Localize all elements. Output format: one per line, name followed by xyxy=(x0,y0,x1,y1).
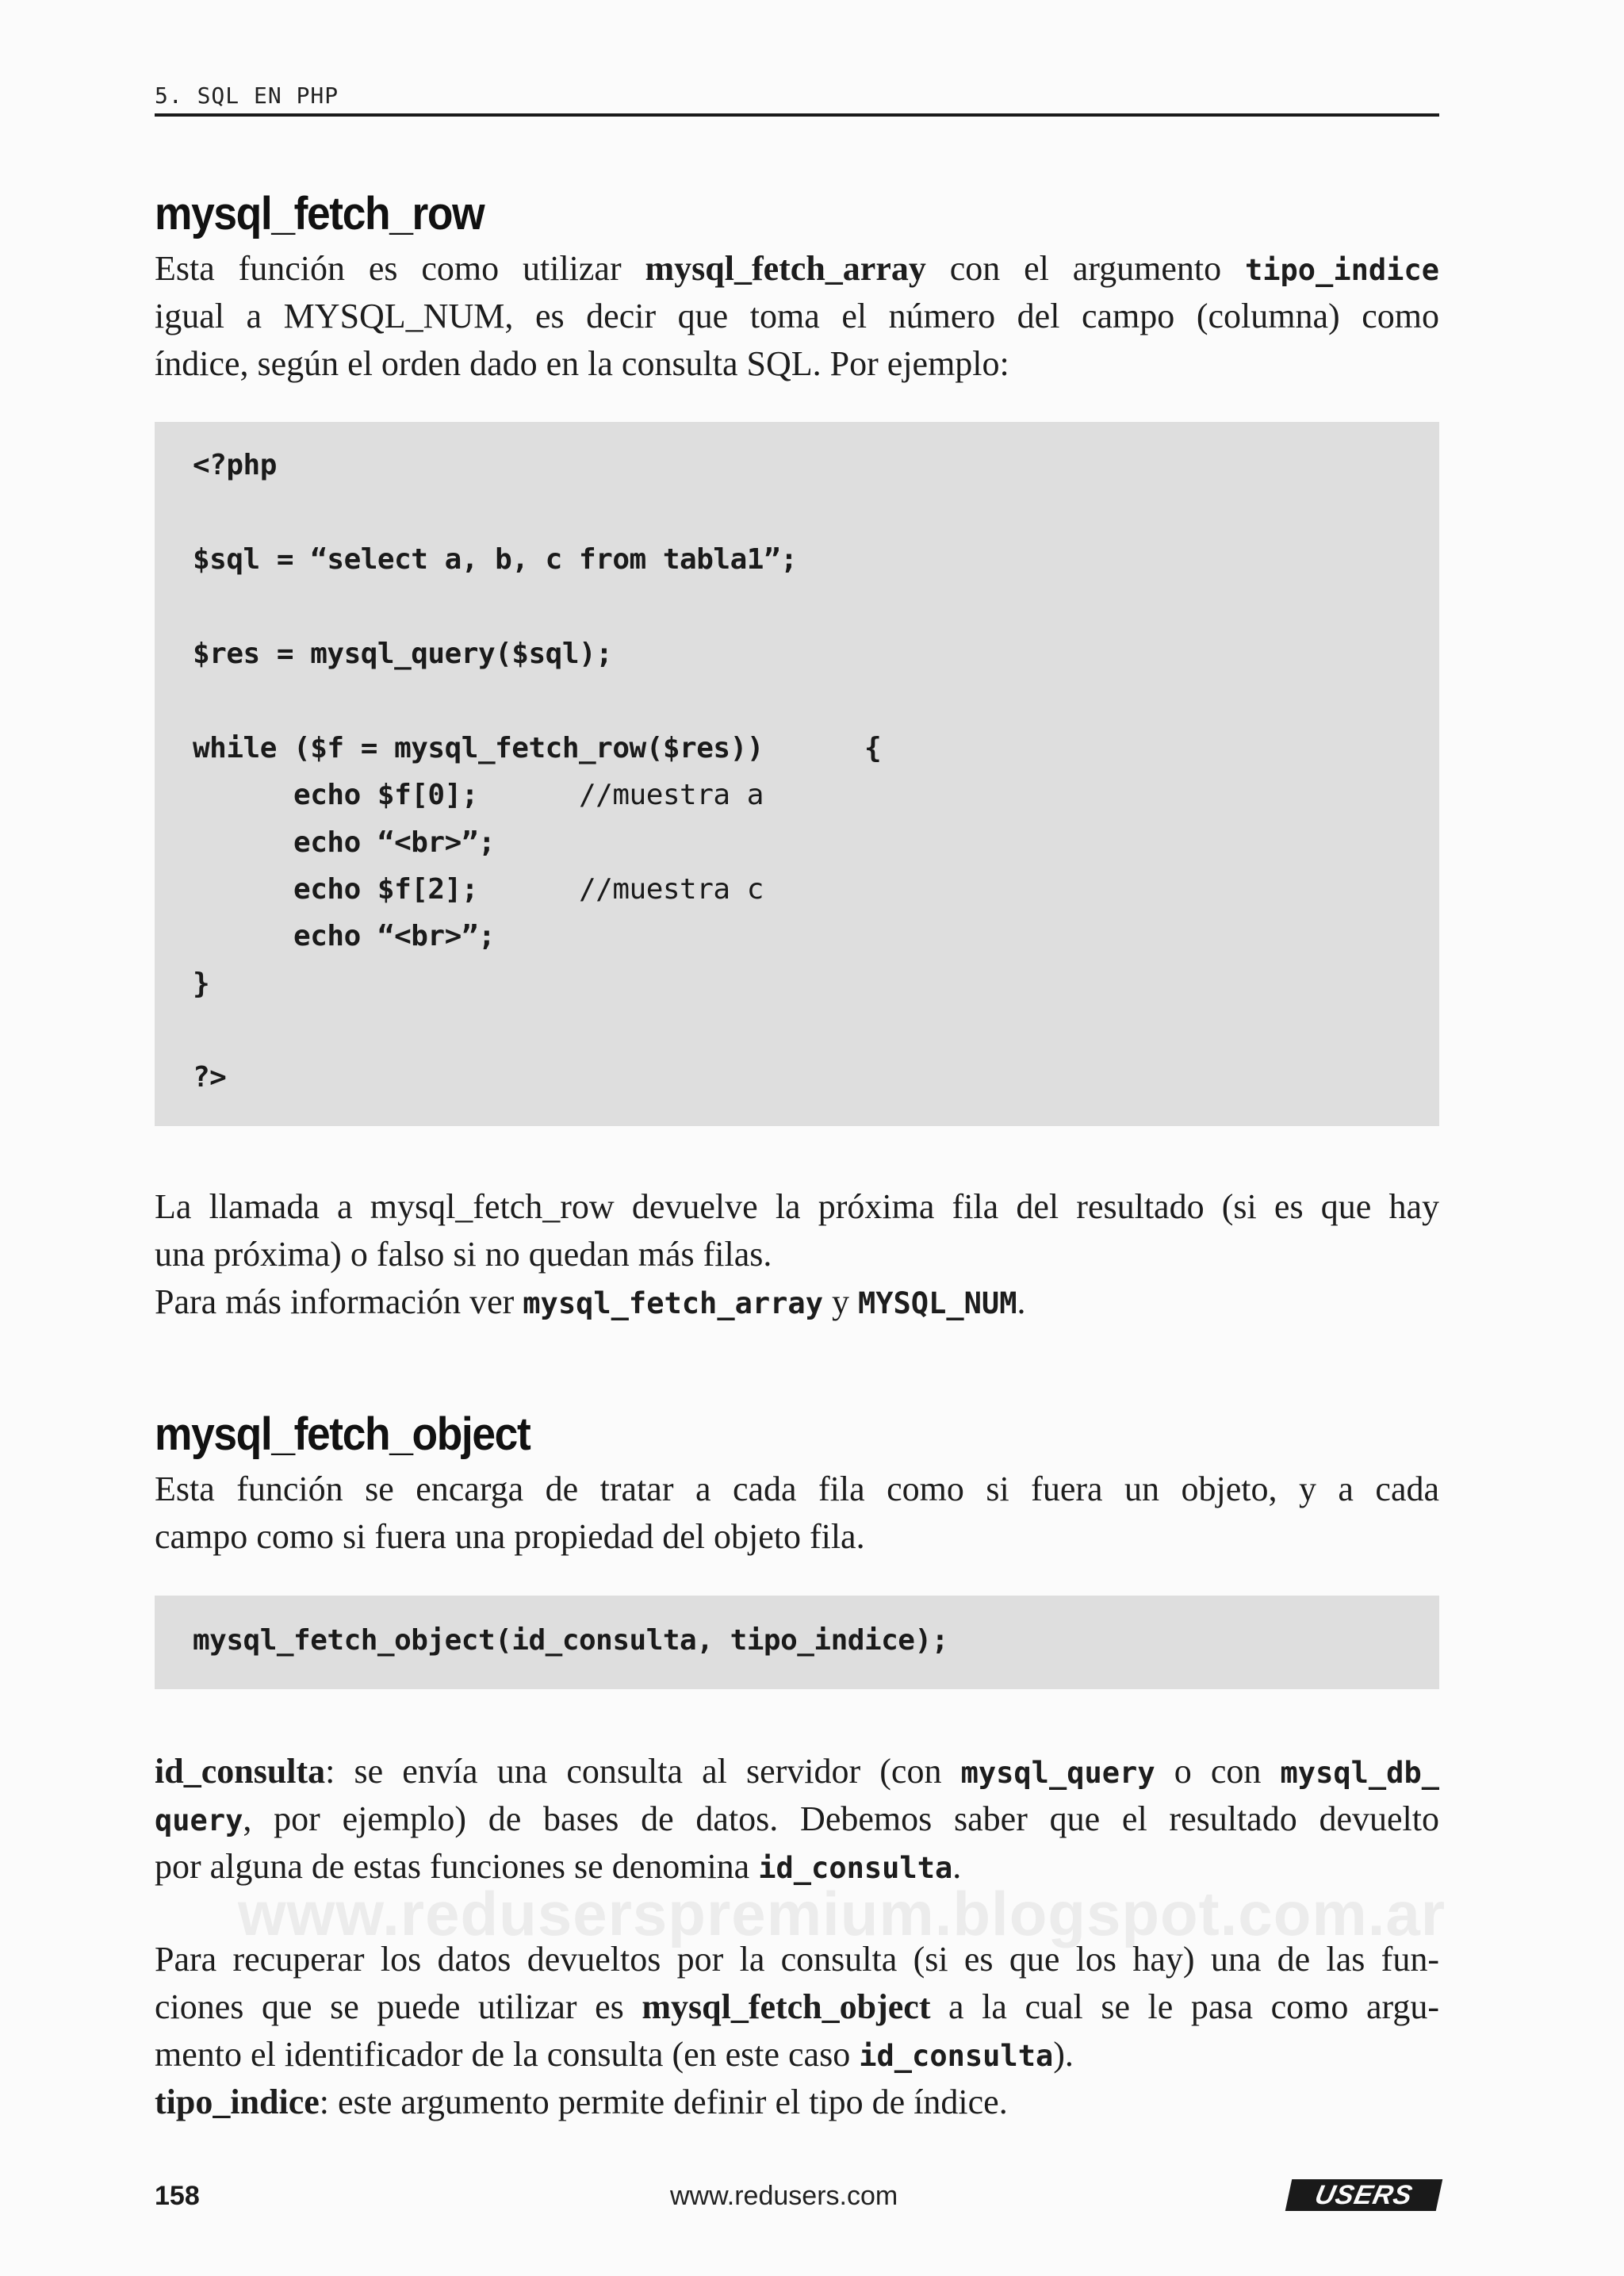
text-line: Esta función se encarga de tratar a cada fila como si fuera un objeto, y a cada xyxy=(155,1469,1439,1508)
text-line: query, por ejemplo) de bases de datos. Debemos saber que el resultado devuelto xyxy=(155,1799,1439,1838)
section-title-fetch-object: mysql_fetch_object xyxy=(155,1408,530,1460)
text-line: una próxima) o falso si no quedan más filas. xyxy=(155,1235,772,1274)
code-line: <?php xyxy=(193,449,277,481)
code-line: echo “<br>”; xyxy=(193,920,496,952)
intro-paragraph-fetch-object xyxy=(155,1466,1439,1561)
running-head: 5. SQL EN PHP xyxy=(155,82,339,109)
result-paragraph-fetch-row xyxy=(155,1183,1439,1326)
param-id-consulta-paragraph xyxy=(155,1748,1439,1891)
text-line: igual a MYSQL_NUM, es decir que toma el número del campo (columna) como xyxy=(155,297,1439,335)
code-line: echo “<br>”; xyxy=(193,826,496,859)
footer-url: www.redusers.com xyxy=(670,2181,898,2211)
users-logo: USERS xyxy=(1285,2179,1443,2211)
code-line: mysql_fetch_object(id_consulta, tipo_indice); xyxy=(193,1624,948,1657)
header-rule xyxy=(155,113,1439,117)
text-line: índice, según el orden dado en la consulta SQL. Por ejemplo: xyxy=(155,344,1009,383)
text-line: Para recuperar los datos devueltos por la consulta (si es que los hay) una de las fun- xyxy=(155,1940,1439,1979)
text-line: La llamada a mysql_fetch_row devuelve la próxima fila del resultado (si es que hay xyxy=(155,1187,1439,1226)
code-comment: //muestra c xyxy=(579,873,764,906)
code-block-fetch-object xyxy=(155,1596,1439,1689)
code-line: echo $f[2]; //muestra c xyxy=(193,873,764,906)
code-line: while ($f = mysql_fetch_row($res)) { xyxy=(193,732,882,764)
code-line: $sql = “select a, b, c from tabla1”; xyxy=(193,543,798,576)
text-line: Para más información ver mysql_fetch_array y MYSQL_NUM. xyxy=(155,1282,1026,1321)
code-line: } xyxy=(193,967,210,1000)
text-line: campo como si fuera una propiedad del objeto fila. xyxy=(155,1517,865,1556)
watermark: www.reduserspremium.blogspot.com.ar xyxy=(238,1879,1446,1948)
code-block-fetch-row xyxy=(155,422,1439,1126)
code-line: $res = mysql_query($sql); xyxy=(193,638,613,670)
code-line: ?> xyxy=(193,1061,227,1094)
text-line: mento el identificador de la consulta (en este caso id_consulta). xyxy=(155,2035,1074,2074)
page-number: 158 xyxy=(155,2181,200,2211)
code-line: echo $f[0]; //muestra a xyxy=(193,779,764,811)
text-line: ciones que se puede utilizar es mysql_fetch_object a la cual se le pasa como argu- xyxy=(155,1987,1439,2026)
retrieve-data-paragraph xyxy=(155,1936,1439,2126)
text-line: id_consulta: se envía una consulta al servidor (con mysql_query o con mysql_db_ xyxy=(155,1752,1440,1791)
code-comment: //muestra a xyxy=(579,779,764,811)
text-line: por alguna de estas funciones se denomina id_consulta. xyxy=(155,1847,962,1886)
intro-paragraph-fetch-row xyxy=(155,245,1439,388)
section-title-fetch-row: mysql_fetch_row xyxy=(155,188,485,239)
text-line: tipo_indice: este argumento permite definir el tipo de índice. xyxy=(155,2083,1008,2121)
text-line: Esta función es como utilizar mysql_fetch_array con el argumento tipo_indice xyxy=(155,249,1439,288)
